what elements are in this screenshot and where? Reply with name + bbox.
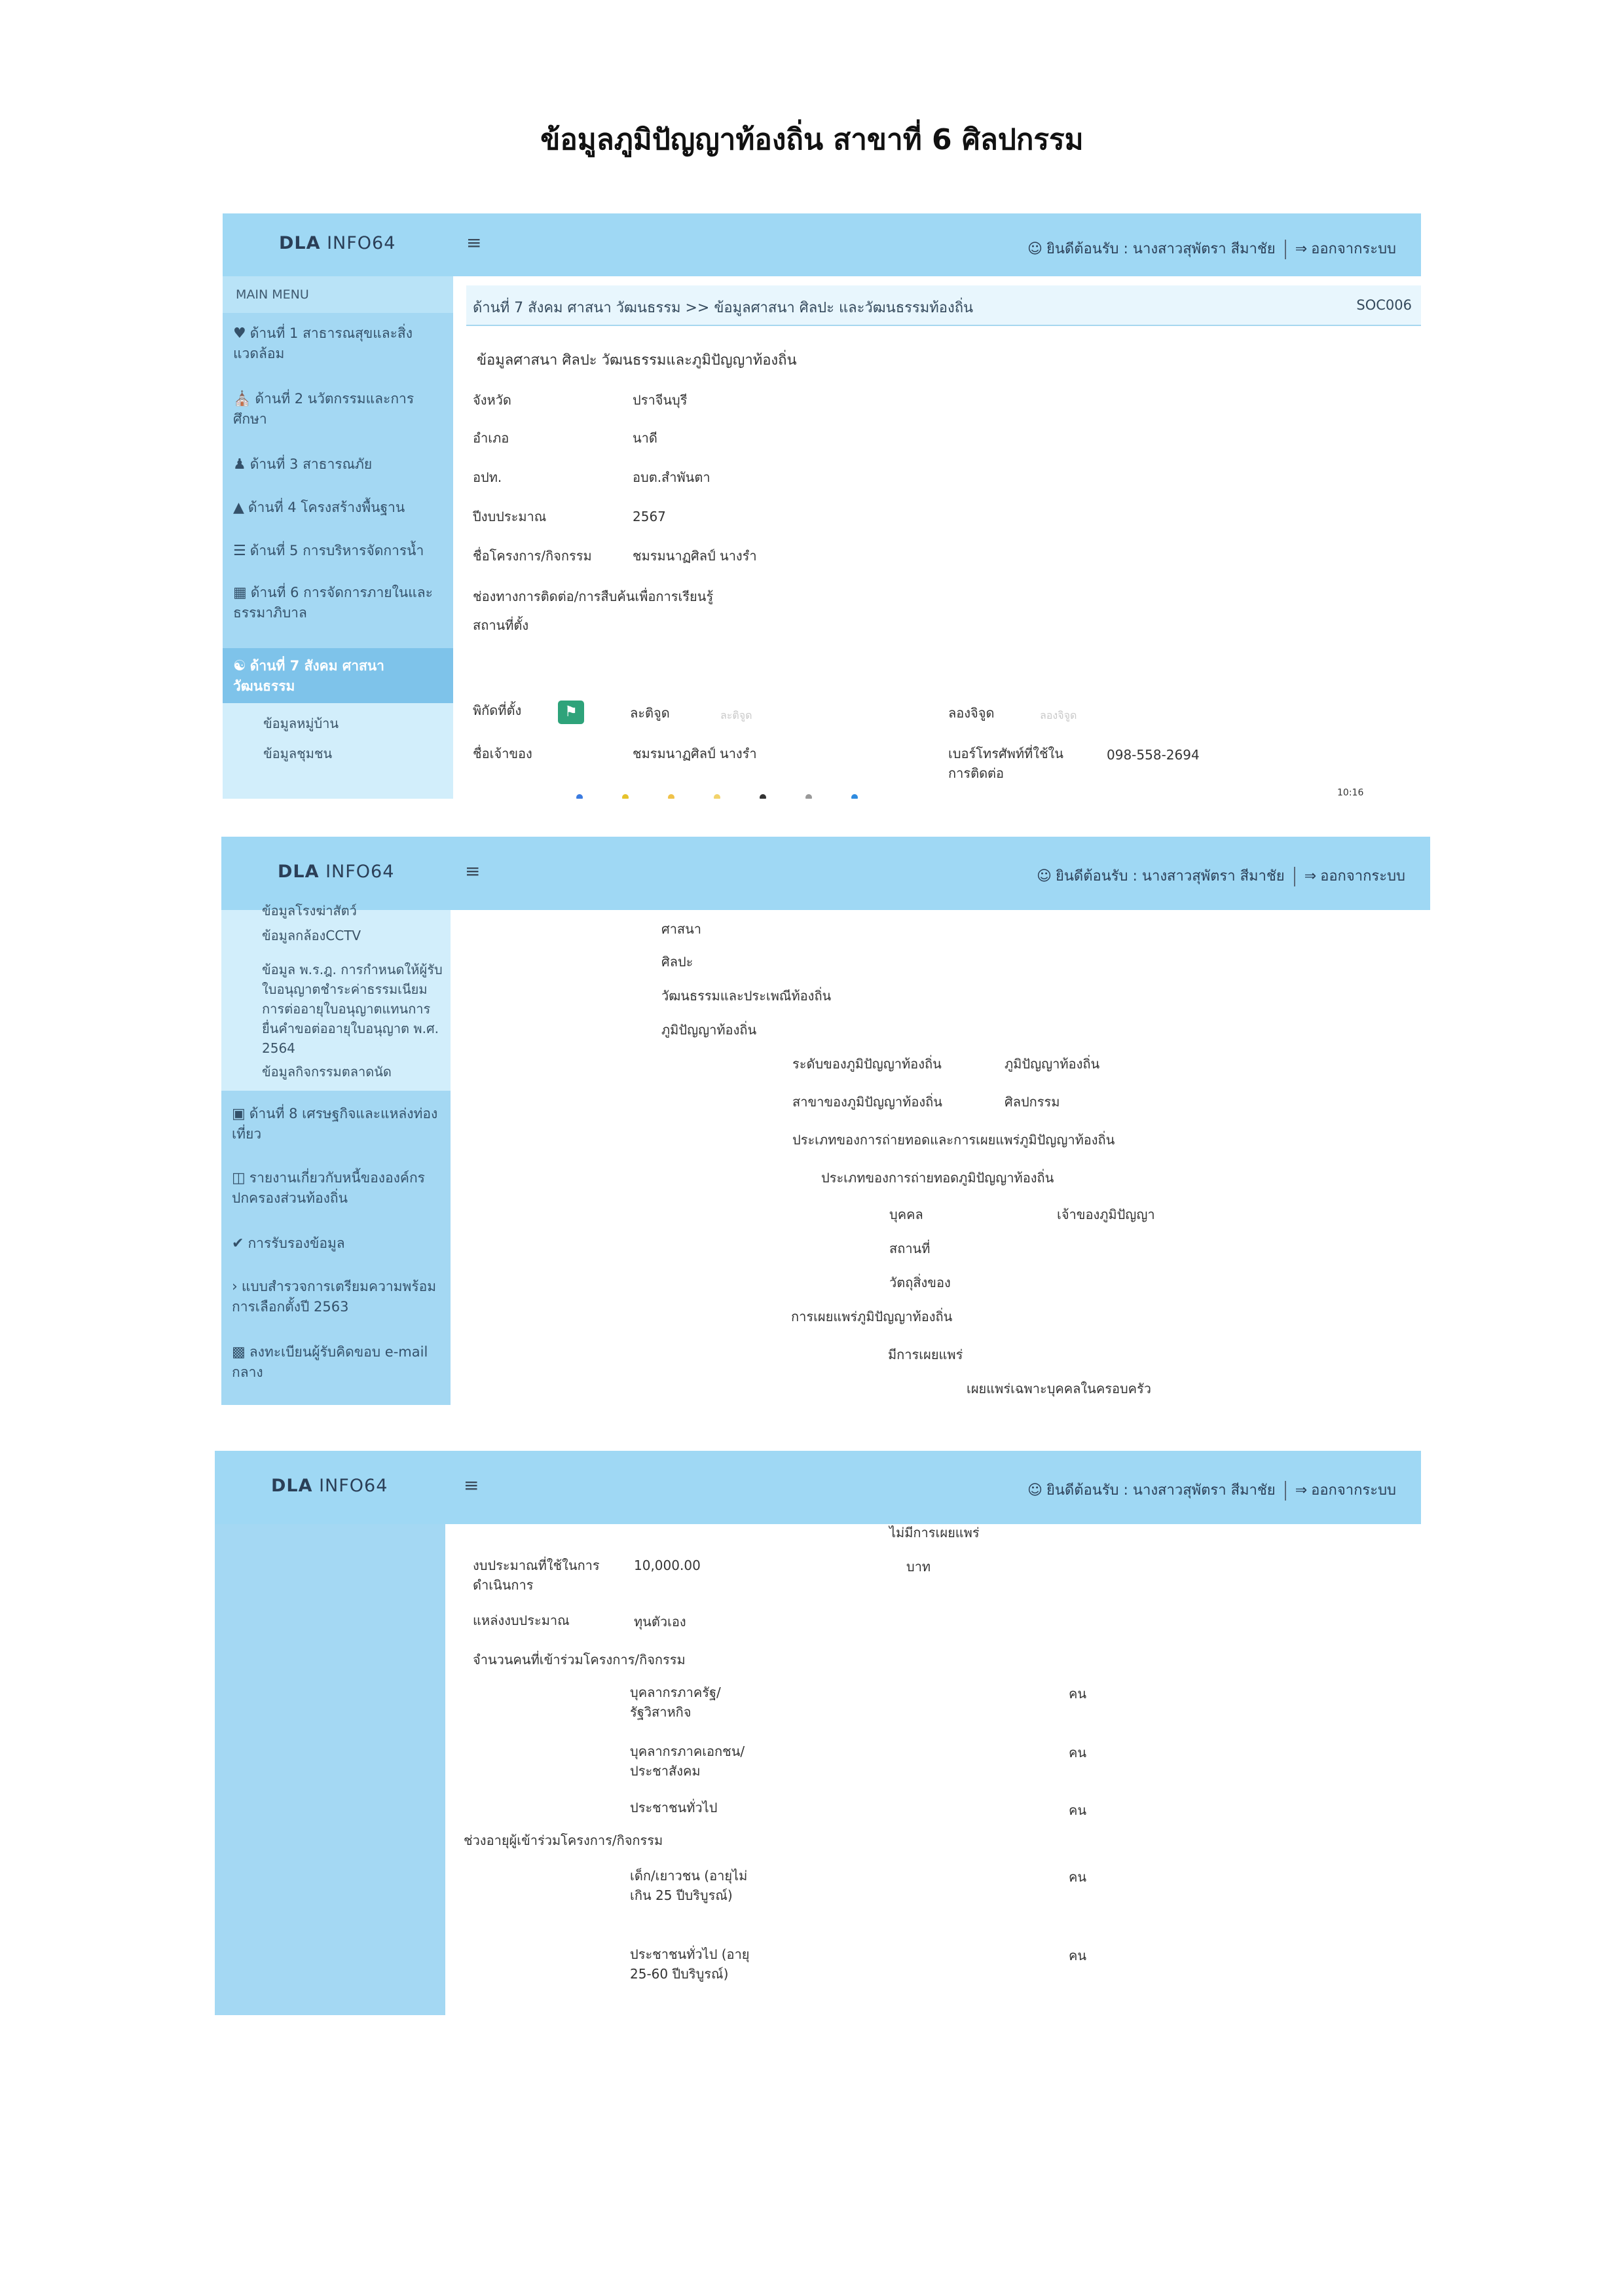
participant-label: บุคลากรภาคเอกชน/ประชาสังคม <box>630 1743 745 1779</box>
person-value: เจ้าของภูมิปัญญา <box>1057 1207 1155 1222</box>
user-area <box>1027 237 1396 260</box>
budget-label: งบประมาณที่ใช้ในการดำเนินการ <box>473 1558 600 1593</box>
app-logo[interactable]: DLA INFO64 <box>279 233 396 253</box>
topbar <box>221 837 1430 910</box>
contact-label: ช่องทางการติดต่อ/การสืบค้นเพื่อการเรียนรู้ <box>473 589 714 604</box>
logout-icon[interactable]: ⇒ <box>1295 241 1308 257</box>
field-value: 2567 <box>633 509 666 524</box>
logout-icon[interactable]: ⇒ <box>1304 868 1317 884</box>
category-item: วัฒนธรรมและประเพณีท้องถิ่น <box>661 988 832 1004</box>
field-value: ชมรมนาฏศิลป์ นางรำ <box>633 548 757 564</box>
age-unit: คน <box>1069 1869 1087 1885</box>
participant-label: บุคลากรภาครัฐ/รัฐวิสาหกิจ <box>630 1685 721 1720</box>
source-value: ทุนตัวเอง <box>634 1614 686 1630</box>
submenu-item-market[interactable]: ข้อมูลกิจกรรมตลาดนัด <box>262 1064 392 1080</box>
field-label: ชื่อโครงการ/กิจกรรม <box>473 548 592 564</box>
age-unit: คน <box>1069 1948 1087 1963</box>
sidebar-item-health[interactable]: ♥ ด้านที่ 1 สาธารณสุขและสิ่งแวดล้อม <box>233 325 413 361</box>
camera-icon: ▣ <box>232 1106 246 1122</box>
image-icon: ▩ <box>232 1344 246 1360</box>
divider <box>1285 240 1286 259</box>
stack-icon: ◫ <box>232 1170 246 1186</box>
welcome-text: ยินดีต้อนรับ : นางสาวสุพัตรา สีมาชัย <box>1046 241 1276 257</box>
hamburger-icon[interactable]: ≡ <box>465 860 481 882</box>
list-icon: ☰ <box>233 543 246 559</box>
logout-link[interactable]: ออกจากระบบ <box>1311 1482 1396 1499</box>
user-area <box>1037 864 1405 887</box>
check-icon: ✔ <box>232 1235 244 1252</box>
breadcrumb-text[interactable]: ด้านที่ 7 สังคม ศาสนา วัฒนธรรม >> ข้อมูลศาสนา ศิลปะ และวัฒนธรรมท้องถิ่น <box>473 300 974 316</box>
sidebar-item-certify[interactable]: ✔ การรับรองข้อมูล <box>232 1233 441 1254</box>
sidebar-item-society[interactable]: ☯ ด้านที่ 7 สังคม ศาสนา วัฒนธรรม <box>233 658 384 694</box>
lat-input[interactable]: ละติจูด <box>720 709 752 721</box>
owner-value: ชมรมนาฏศิลป์ นางรำ <box>633 746 757 761</box>
screenshot-2 <box>221 837 1430 1405</box>
age-label: เด็ก/เยาวชน (อายุไม่เกิน 25 ปีบริบูรณ์) <box>630 1868 748 1903</box>
branch-value: ศิลปกรรม <box>1005 1094 1060 1110</box>
sidebar-item-governance[interactable]: ▦ ด้านที่ 6 การจัดการภายในและธรรมาภิบาล <box>233 585 433 621</box>
field-value: ปราจีนบุรี <box>633 392 688 408</box>
submenu <box>223 703 453 799</box>
page-title: ข้อมูลภูมิปัญญาท้องถิ่น สาขาที่ 6 ศิลปกรรม <box>540 123 1084 156</box>
sidebar-item-election-survey[interactable]: › แบบสำรวจการเตรียมความพร้อมการเลือกตั้งปี 2563 <box>232 1279 437 1315</box>
person-label: บุคคล <box>889 1207 923 1222</box>
field-label: อำเภอ <box>473 430 509 446</box>
place-label: สถานที่ <box>889 1241 931 1256</box>
app-logo[interactable]: DLA INFO64 <box>278 862 395 882</box>
participants-title: จำนวนคนที่เข้าร่วมโครงการ/กิจกรรม <box>473 1652 686 1667</box>
sidebar-item-economy[interactable]: ▣ ด้านที่ 8 เศรษฐกิจและแหล่งท่องเที่ยว <box>232 1106 438 1142</box>
app-logo[interactable]: DLA INFO64 <box>271 1476 388 1496</box>
category-item: ภูมิปัญญาท้องถิ่น <box>661 1022 757 1038</box>
taskbar-strip <box>576 791 897 797</box>
topbar <box>223 213 1421 276</box>
age-label: ประชาชนทั่วไป (อายุ 25-60 ปีบริบูรณ์) <box>630 1946 750 1982</box>
field-label: จังหวัด <box>473 392 511 408</box>
dissemination-no: ไม่มีการเผยแพร่ <box>889 1525 980 1540</box>
page-code: SOC006 <box>1356 297 1412 313</box>
user-circle-icon: ☺ <box>1027 1482 1043 1499</box>
submenu-item-slaughterhouse[interactable]: ข้อมูลโรงฆ่าสัตว์ <box>262 903 357 919</box>
heart-icon: ♥ <box>233 325 246 342</box>
participant-unit: คน <box>1069 1745 1087 1760</box>
dissemination-family: เผยแพร่เฉพาะบุคคลในครอบครัว <box>967 1381 1152 1396</box>
group-icon: ☯ <box>233 658 246 674</box>
users-icon: ♟ <box>233 456 246 473</box>
phone-value: 098-558-2694 <box>1107 747 1200 763</box>
object-label: วัตถุสิ่งของ <box>889 1275 951 1290</box>
main-menu-header: MAIN MENU <box>223 276 453 313</box>
lat-label: ละติจูด <box>630 705 670 721</box>
logout-icon[interactable]: ⇒ <box>1295 1482 1308 1499</box>
level-label: ระดับของภูมิปัญญาท้องถิ่น <box>792 1056 942 1072</box>
owner-label: ชื่อเจ้าของ <box>473 746 532 761</box>
source-label: แหล่งงบประมาณ <box>473 1613 570 1628</box>
sidebar <box>221 903 451 1405</box>
screenshot-1 <box>223 213 1421 799</box>
participant-unit: คน <box>1069 1802 1087 1818</box>
sidebar <box>215 1524 445 2015</box>
school-icon: ⛪ <box>233 391 251 407</box>
level-value: ภูมิปัญญาท้องถิ่น <box>1005 1056 1100 1072</box>
screenshot-3 <box>215 1451 1421 2015</box>
field-value: นาดี <box>633 430 657 446</box>
participant-unit: คน <box>1069 1686 1087 1702</box>
sidebar-active-section <box>223 648 453 703</box>
road-icon: ▲ <box>233 500 244 516</box>
field-value: อบต.สำพันตา <box>633 469 710 485</box>
user-circle-icon: ☺ <box>1027 241 1043 257</box>
divider <box>1294 867 1295 886</box>
user-circle-icon: ☺ <box>1037 868 1052 884</box>
breadcrumb <box>466 285 1421 326</box>
section-title: ข้อมูลศาสนา ศิลปะ วัฒนธรรมและภูมิปัญญาท้องถิ่น <box>477 352 797 369</box>
submenu <box>221 903 451 1091</box>
hamburger-icon[interactable]: ≡ <box>466 232 482 253</box>
divider <box>1285 1481 1286 1501</box>
sidebar-item-debt-report[interactable]: ◫ รายงานเกี่ยวกับหนี้ขององค์กรปกครองส่วนท้องถิ่น <box>232 1170 425 1206</box>
transfer-type-title: ประเภทของการถ่ายทอดและการเผยแพร่ภูมิปัญญาท้องถิ่น <box>792 1132 1115 1148</box>
location-label: สถานที่ตั้ง <box>473 617 529 633</box>
lng-input[interactable]: ลองจิจูด <box>1040 709 1077 721</box>
branch-label: สาขาของภูมิปัญญาท้องถิ่น <box>792 1094 942 1110</box>
sidebar-item-infrastructure[interactable]: ▲ ด้านที่ 4 โครงสร้างพื้นฐาน <box>233 498 444 518</box>
transfer-title: ประเภทของการถ่ายทอดภูมิปัญญาท้องถิ่น <box>821 1170 1054 1186</box>
submenu-item-license-decree[interactable]: ข้อมูล พ.ร.ฎ. การกำหนดให้ผู้รับใบอนุญาตชำระค่าธรรมเนียมการต่ออายุใบอนุญาตแทนการยื่นคำขอต่ออายุใบอนุญาต พ.ศ. 2564 <box>262 962 443 1056</box>
building-icon: ▦ <box>233 585 247 601</box>
lng-label: ลองจิจูด <box>948 705 995 721</box>
category-item: ศิลปะ <box>661 954 693 970</box>
welcome-text: ยินดีต้อนรับ : นางสาวสุพัตรา สีมาชัย <box>1046 1482 1276 1499</box>
submenu-item-cctv[interactable]: ข้อมูลกล้องCCTV <box>262 928 361 943</box>
submenu-item-community[interactable]: ข้อมูลชุมชน <box>263 746 333 761</box>
dissemination-yes: มีการเผยแพร่ <box>888 1347 963 1362</box>
category-item: ศาสนา <box>661 921 702 937</box>
sidebar-item-education[interactable]: ⛪ ด้านที่ 2 นวัตกรรมและการศึกษา <box>233 391 415 427</box>
user-area <box>1027 1478 1396 1501</box>
hamburger-icon[interactable]: ≡ <box>464 1474 479 1496</box>
sidebar-item-email-register[interactable]: ▩ ลงทะเบียนผู้รับคิดขอบ e-mail กลาง <box>232 1344 428 1380</box>
clock: 10:16 <box>1337 788 1364 798</box>
field-label: อปท. <box>473 469 502 485</box>
budget-unit: บาท <box>906 1559 931 1575</box>
submenu-item-village[interactable]: ข้อมูลหมู่บ้าน <box>263 716 339 731</box>
map-pin-icon[interactable]: ⚑ <box>558 701 584 724</box>
logout-link[interactable]: ออกจากระบบ <box>1320 868 1405 884</box>
sidebar-item-disaster[interactable]: ♟ ด้านที่ 3 สาธารณภัย <box>233 454 444 475</box>
chevron-right-icon: › <box>232 1279 238 1295</box>
logout-link[interactable]: ออกจากระบบ <box>1311 241 1396 257</box>
welcome-text: ยินดีต้อนรับ : นางสาวสุพัตรา สีมาชัย <box>1055 868 1285 884</box>
topbar <box>215 1451 1421 1524</box>
coords-label: พิกัดที่ตั้ง <box>473 702 522 718</box>
dissemination-title: การเผยแพร่ภูมิปัญญาท้องถิ่น <box>791 1309 953 1324</box>
sidebar <box>223 276 453 799</box>
sidebar-item-water[interactable]: ☰ ด้านที่ 5 การบริหารจัดการน้ำ <box>233 541 444 561</box>
phone-label: เบอร์โทรศัพท์ที่ใช้ในการติดต่อ <box>948 746 1063 781</box>
budget-value: 10,000.00 <box>634 1558 701 1573</box>
participant-label: ประชาชนทั่วไป <box>630 1800 718 1815</box>
field-label: ปีงบประมาณ <box>473 509 547 524</box>
age-title: ช่วงอายุผู้เข้าร่วมโครงการ/กิจกรรม <box>464 1832 663 1848</box>
